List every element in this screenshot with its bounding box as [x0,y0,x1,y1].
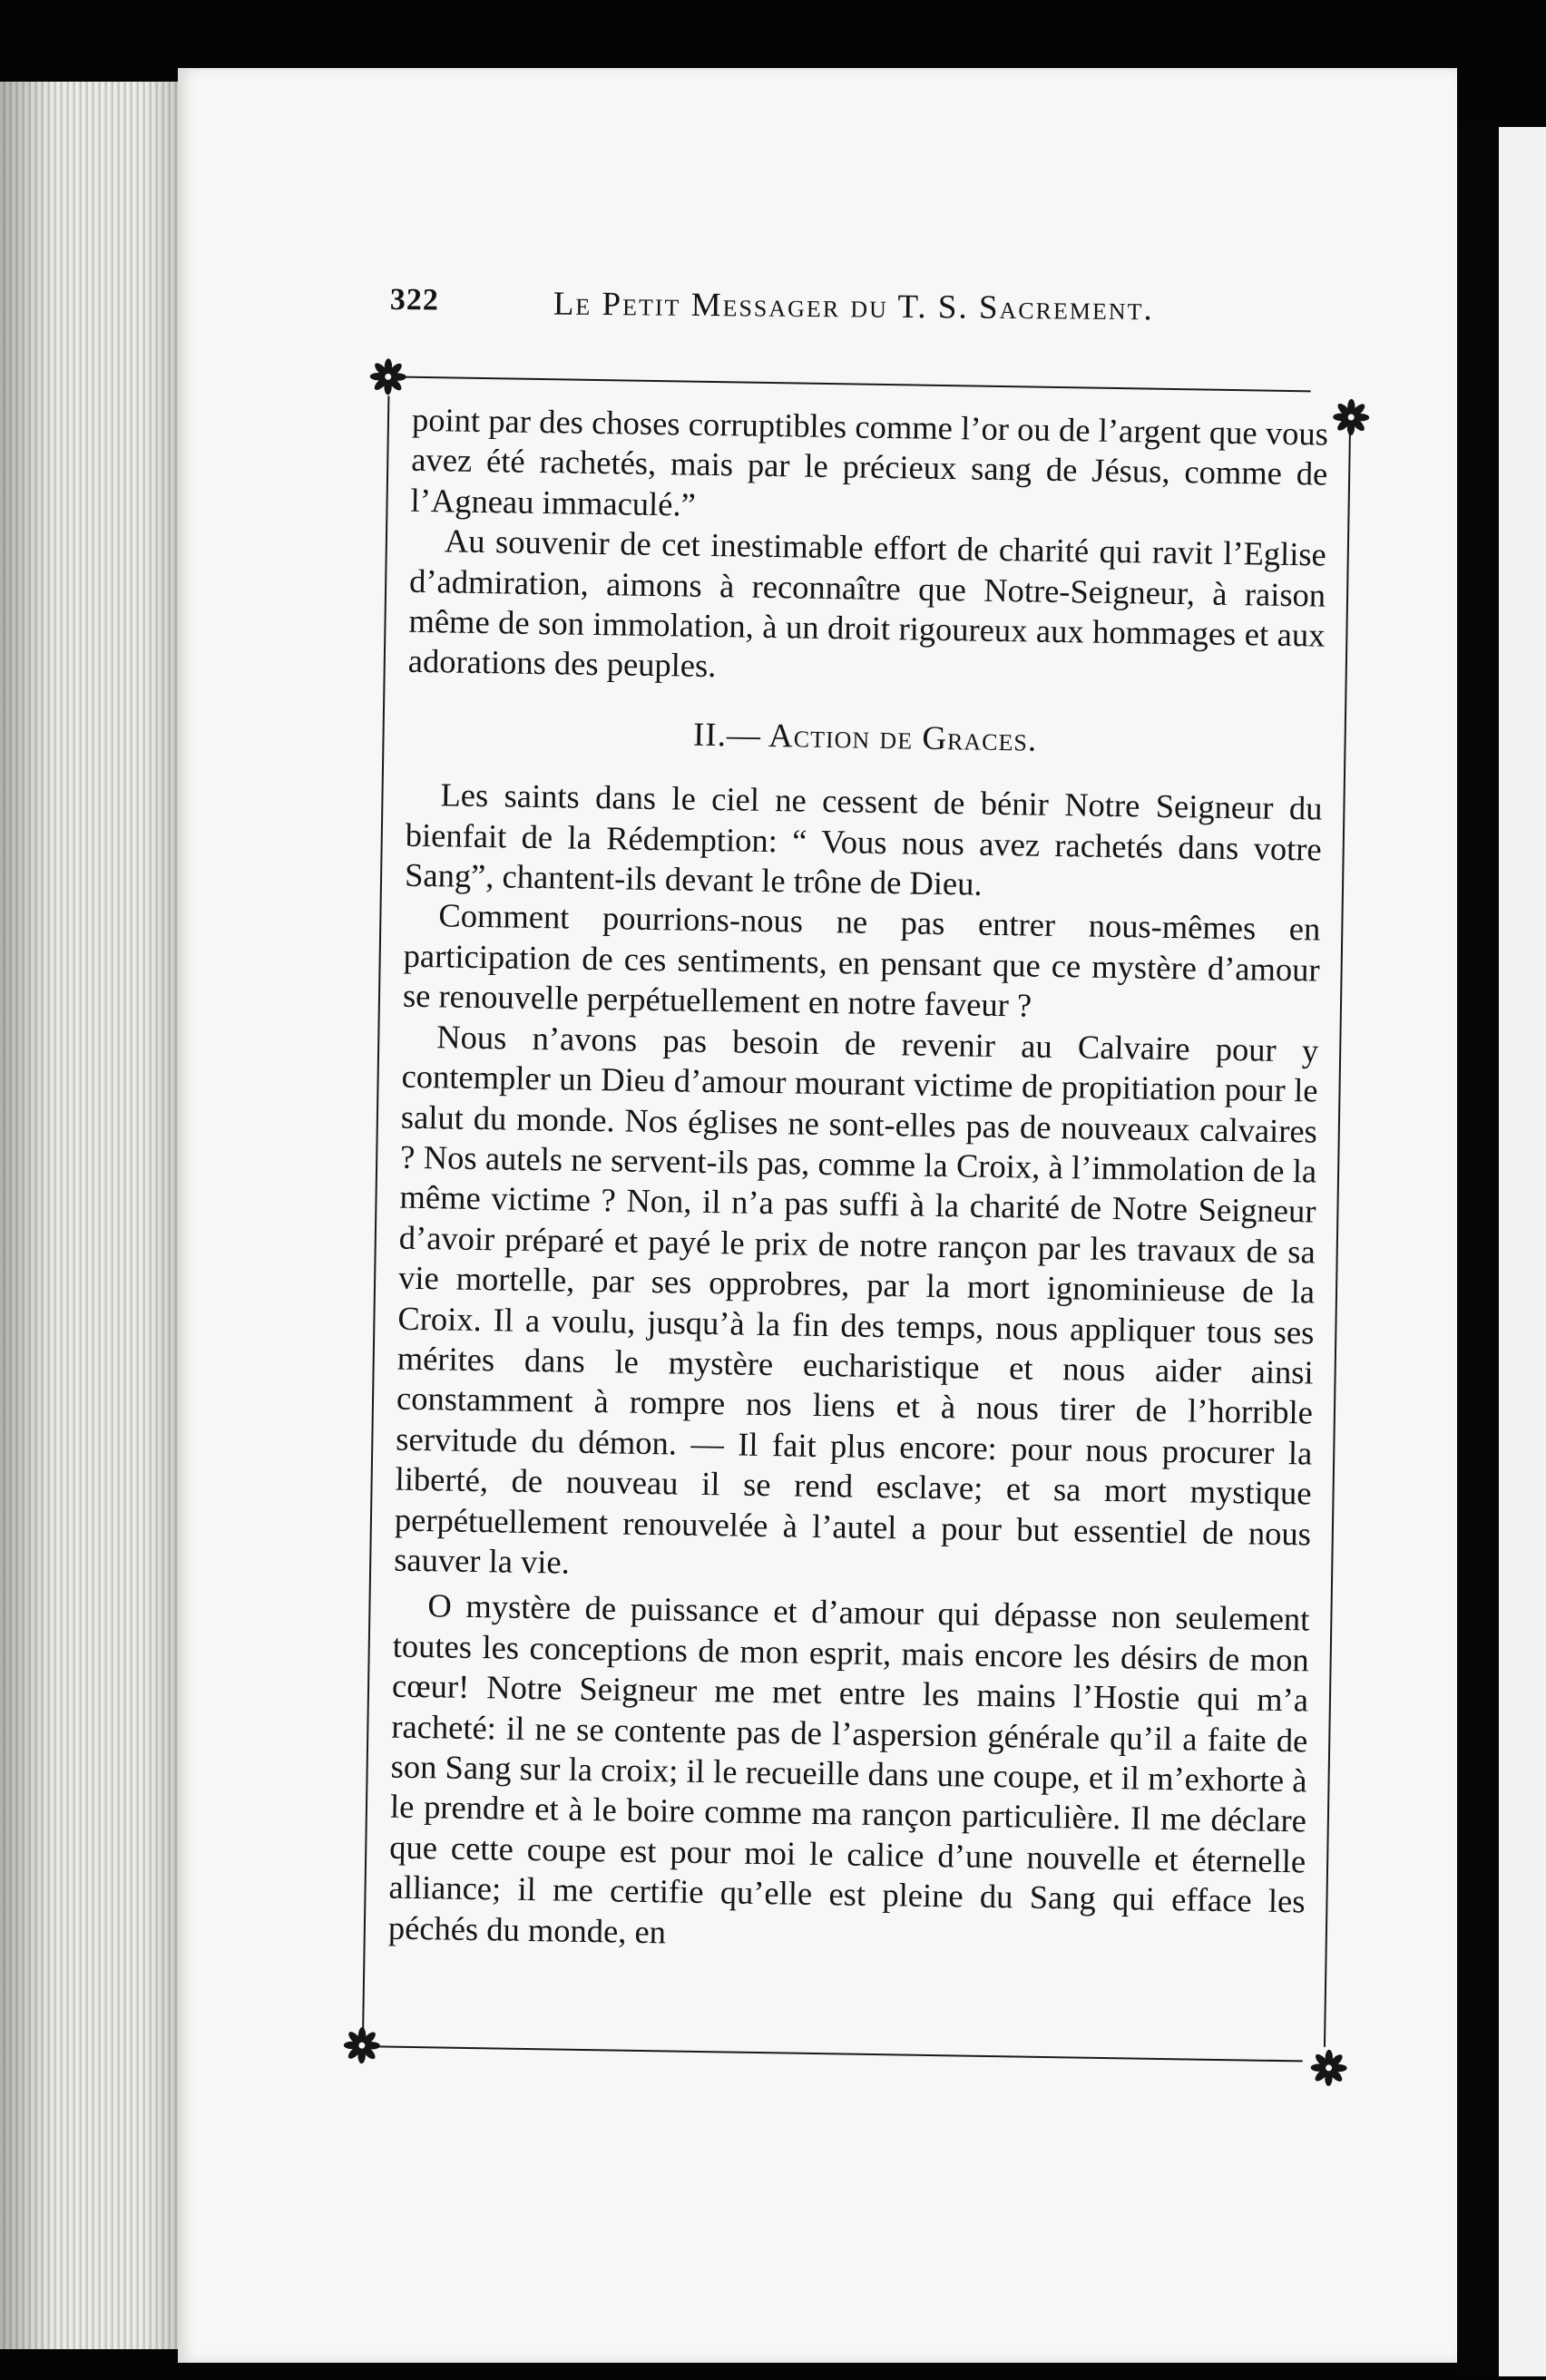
frame-left-rule [362,395,389,2037]
article-body [388,400,1329,1963]
frame-top-rule [404,376,1311,393]
paragraph: O mystère de puissance et d’amour qui dépasse non seulement toutes les conceptions de mon esprit, mais encore les désirs de mon cœur! Notre Seigneur me met entre les mains l’Hostie qui m’a racheté: il ne se contente pas de l’aspersion générale qu’il a faite de son Sang sur la croix; il le recueille dans une coupe, et il m’exhorte à le prendre et à le boire comme ma rançon particulière. Il me déclare que cette coupe est pour moi le calice d’une nouvelle et éternelle alliance; il me certifie qu’elle est pleine du Sang qui efface les péchés du monde, en [387,1586,1310,1951]
asterisk-flower-ornament-icon [367,356,409,398]
frame-right-rule [1324,433,1351,2047]
paragraph: Nous n’avons pas besoin de revenir au Calvaire pour y contempler un Dieu d’amour mourant victime de propitiation pour le salut du monde. Nos églises ne sont-elles pas de nouveaux calvaires ? Nos autels ne servent-ils pas, comme la Croix, à l’immolation de la même victime ? Non, il n’a pas suffi à la charité de Notre Seigneur d’avoir préparé et payé le prix de notre rançon par les travaux de sa vie mortelle, par ses opprobres, par la mort ignominieuse de la Croix. Il a voulu, jusqu’à la fin des temps, nous appliquer tous ses mérites dans le mystère eucharistique et nous aider ainsi constamment à rompre nos liens et à nous tirer de l’horrible servitude du démon. — Il fait plus encore: pour nous procurer la liberté, de nouveau il se rend esclave; et sa mort mystique perpétuellement renouvelée à l’autel a pour but essentiel de nous sauver la vie. [393,1017,1319,1581]
asterisk-flower-ornament-icon [341,2024,384,2067]
running-head [389,283,1296,346]
frame-bottom-rule [377,2045,1303,2062]
facing-page-edge [1499,127,1546,2376]
asterisk-flower-ornament-icon [1307,2047,1350,2090]
paragraph: Les saints dans le ciel ne cessent de bénir Notre Seigneur du bienfait de la Rédemption: “ Vous nous avez rachetés dans votre Sang”, chantent-ils devant le trône de Dieu. [404,775,1323,902]
text-frame [340,363,1374,2088]
running-head-title: Le Petit Messager du T. S. Sacrement. [553,285,1154,328]
page-edges-shadow [0,82,181,2349]
section-heading: II.— Action de Graces. [692,716,1038,759]
gutter-shadow [1457,127,1499,2376]
paragraph-continued: point par des choses corruptibles comme l’or ou de l’argent que vous avez été rachetés, mais par le précieux sang de Jésus, comme de l’Agneau immaculé.” [410,400,1329,523]
paragraph: Comment pourrions-nous ne pas entrer nous-mêmes en participation de ces sentiments, en pensant que ce mystère d’amour se renouvelle perpétuellement en notre faveur ? [402,896,1321,1024]
paragraph: Au souvenir de cet inestimable effort de charité qui ravit l’Eglise d’admiration, aimons à reconnaître que Notre-Seigneur, à raison même de son immolation, à un droit rigoureux aux hommages et aux adorations des peuples. [407,522,1327,685]
asterisk-flower-ornament-icon [1330,396,1373,439]
page-number: 322 [389,283,439,317]
